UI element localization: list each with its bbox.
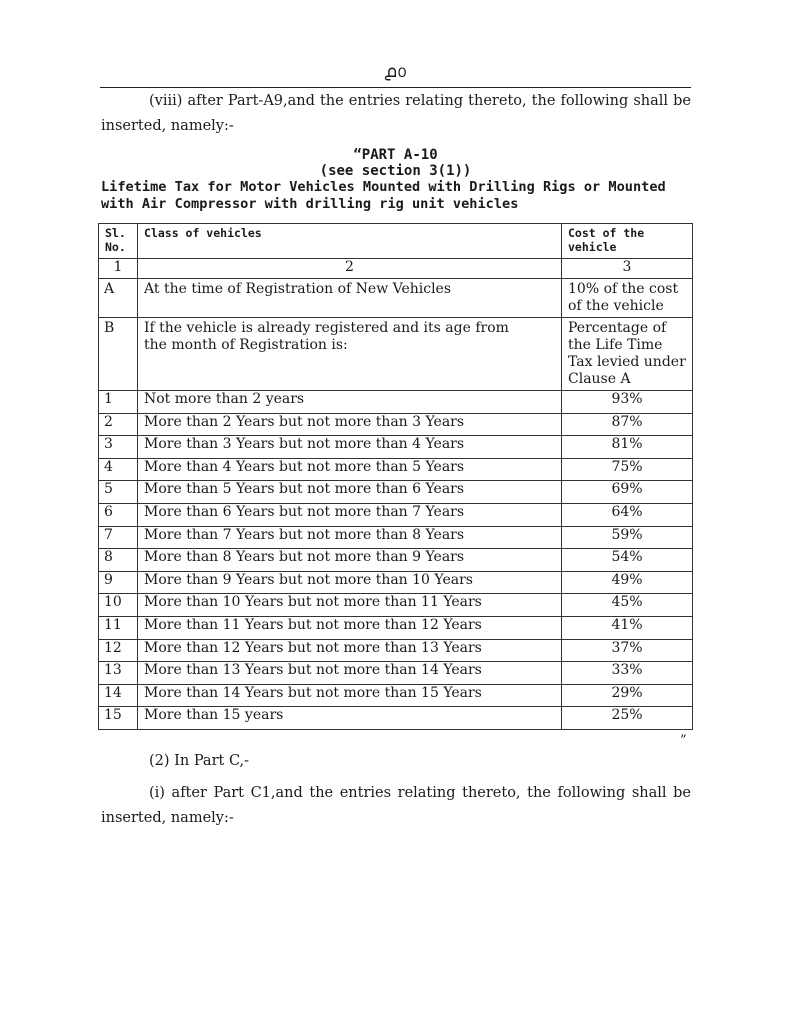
lifetime-tax-table [98, 223, 693, 730]
table-row [99, 571, 693, 594]
table-row-b [99, 318, 693, 391]
part-title: “PART A-10 [353, 147, 438, 163]
row-percentage: 75% [562, 458, 693, 481]
row-percentage: 69% [562, 481, 693, 504]
row-sl: 14 [99, 684, 138, 707]
header-cost-of-vehicle: Cost of the vehicle [562, 224, 693, 259]
column-index: 3 [562, 259, 693, 279]
row-class: At the time of Registration of New Vehicles [138, 279, 562, 318]
row-class: More than 7 Years but not more than 8 Years [138, 526, 562, 549]
row-sl: 15 [99, 707, 138, 730]
row-percentage: 33% [562, 662, 693, 685]
row-sl: 8 [99, 549, 138, 572]
row-class: More than 12 Years but not more than 13 Years [138, 639, 562, 662]
row-percentage: 37% [562, 639, 693, 662]
table-row [99, 549, 693, 572]
clause-i-paragraph: (i) after Part C1,and the entries relating thereto, the following shall be inserted, namely:- [101, 785, 691, 826]
column-index-row [99, 259, 693, 279]
table-row [99, 594, 693, 617]
row-sl: 9 [99, 571, 138, 594]
row-sl: 11 [99, 616, 138, 639]
row-class: More than 3 Years but not more than 4 Years [138, 436, 562, 459]
table-row [99, 662, 693, 685]
row-percentage: 29% [562, 684, 693, 707]
row-sl: 10 [99, 594, 138, 617]
row-class: More than 9 Years but not more than 10 Years [138, 571, 562, 594]
table-header-row [99, 224, 693, 259]
row-class: More than 11 Years but not more than 12 Years [138, 616, 562, 639]
part-section-reference: (see section 3(1)) [319, 163, 472, 179]
row-sl: 13 [99, 662, 138, 685]
table-row [99, 391, 693, 414]
row-sl: 4 [99, 458, 138, 481]
header-class-of-vehicles: Class of vehicles [138, 224, 562, 259]
row-percentage: 54% [562, 549, 693, 572]
table-row [99, 616, 693, 639]
table-row [99, 526, 693, 549]
row-percentage: 49% [562, 571, 693, 594]
row-class: More than 13 Years but not more than 14 Years [138, 662, 562, 685]
table-row-a [99, 279, 693, 318]
row-class: More than 2 Years but not more than 3 Years [138, 413, 562, 436]
row-percentage: 81% [562, 436, 693, 459]
row-cost: Percentage of the Life Time Tax levied under Clause A [562, 318, 693, 391]
row-class: More than 15 years [138, 707, 562, 730]
table-row [99, 707, 693, 730]
row-percentage: 41% [562, 616, 693, 639]
row-class: More than 6 Years but not more than 7 Years [138, 503, 562, 526]
row-class: Not more than 2 years [138, 391, 562, 414]
row-percentage: 93% [562, 391, 693, 414]
row-class: If the vehicle is already registered and its age from the month of Registration is: [138, 318, 562, 391]
row-sl: 1 [99, 391, 138, 414]
row-sl: B [99, 318, 138, 391]
row-percentage: 45% [562, 594, 693, 617]
column-index: 1 [99, 259, 138, 279]
table-row [99, 503, 693, 526]
table-row [99, 458, 693, 481]
clause-viii-paragraph: (viii) after Part-A9,and the entries relating thereto, the following shall be inserted, namely:- [101, 93, 691, 134]
row-sl: A [99, 279, 138, 318]
row-class: More than 4 Years but not more than 5 Years [138, 458, 562, 481]
header-rule [100, 87, 691, 88]
row-sl: 5 [99, 481, 138, 504]
part-c-paragraph: (2) In Part C,- [149, 753, 250, 769]
row-percentage: 59% [562, 526, 693, 549]
row-sl: 2 [99, 413, 138, 436]
table-row [99, 639, 693, 662]
row-percentage: 25% [562, 707, 693, 730]
row-sl: 7 [99, 526, 138, 549]
part-subtitle: Lifetime Tax for Motor Vehicles Mounted with Drilling Rigs or Mounted with Air Compressor with drilling rig unit vehicles [101, 179, 666, 212]
table-row [99, 684, 693, 707]
page-number: ൧൦ [384, 62, 407, 82]
row-class: More than 5 Years but not more than 6 Years [138, 481, 562, 504]
row-class: More than 10 Years but not more than 11 Years [138, 594, 562, 617]
row-sl: 3 [99, 436, 138, 459]
header-sl-no: Sl. No. [99, 224, 138, 259]
row-class: More than 14 Years but not more than 15 Years [138, 684, 562, 707]
table-row [99, 436, 693, 459]
row-class: More than 8 Years but not more than 9 Years [138, 549, 562, 572]
table-row [99, 481, 693, 504]
row-sl: 6 [99, 503, 138, 526]
table-row [99, 413, 693, 436]
row-percentage: 64% [562, 503, 693, 526]
column-index: 2 [138, 259, 562, 279]
row-cost: 10% of the cost of the vehicle [562, 279, 693, 318]
closing-quote: ” [680, 733, 687, 748]
row-percentage: 87% [562, 413, 693, 436]
row-sl: 12 [99, 639, 138, 662]
